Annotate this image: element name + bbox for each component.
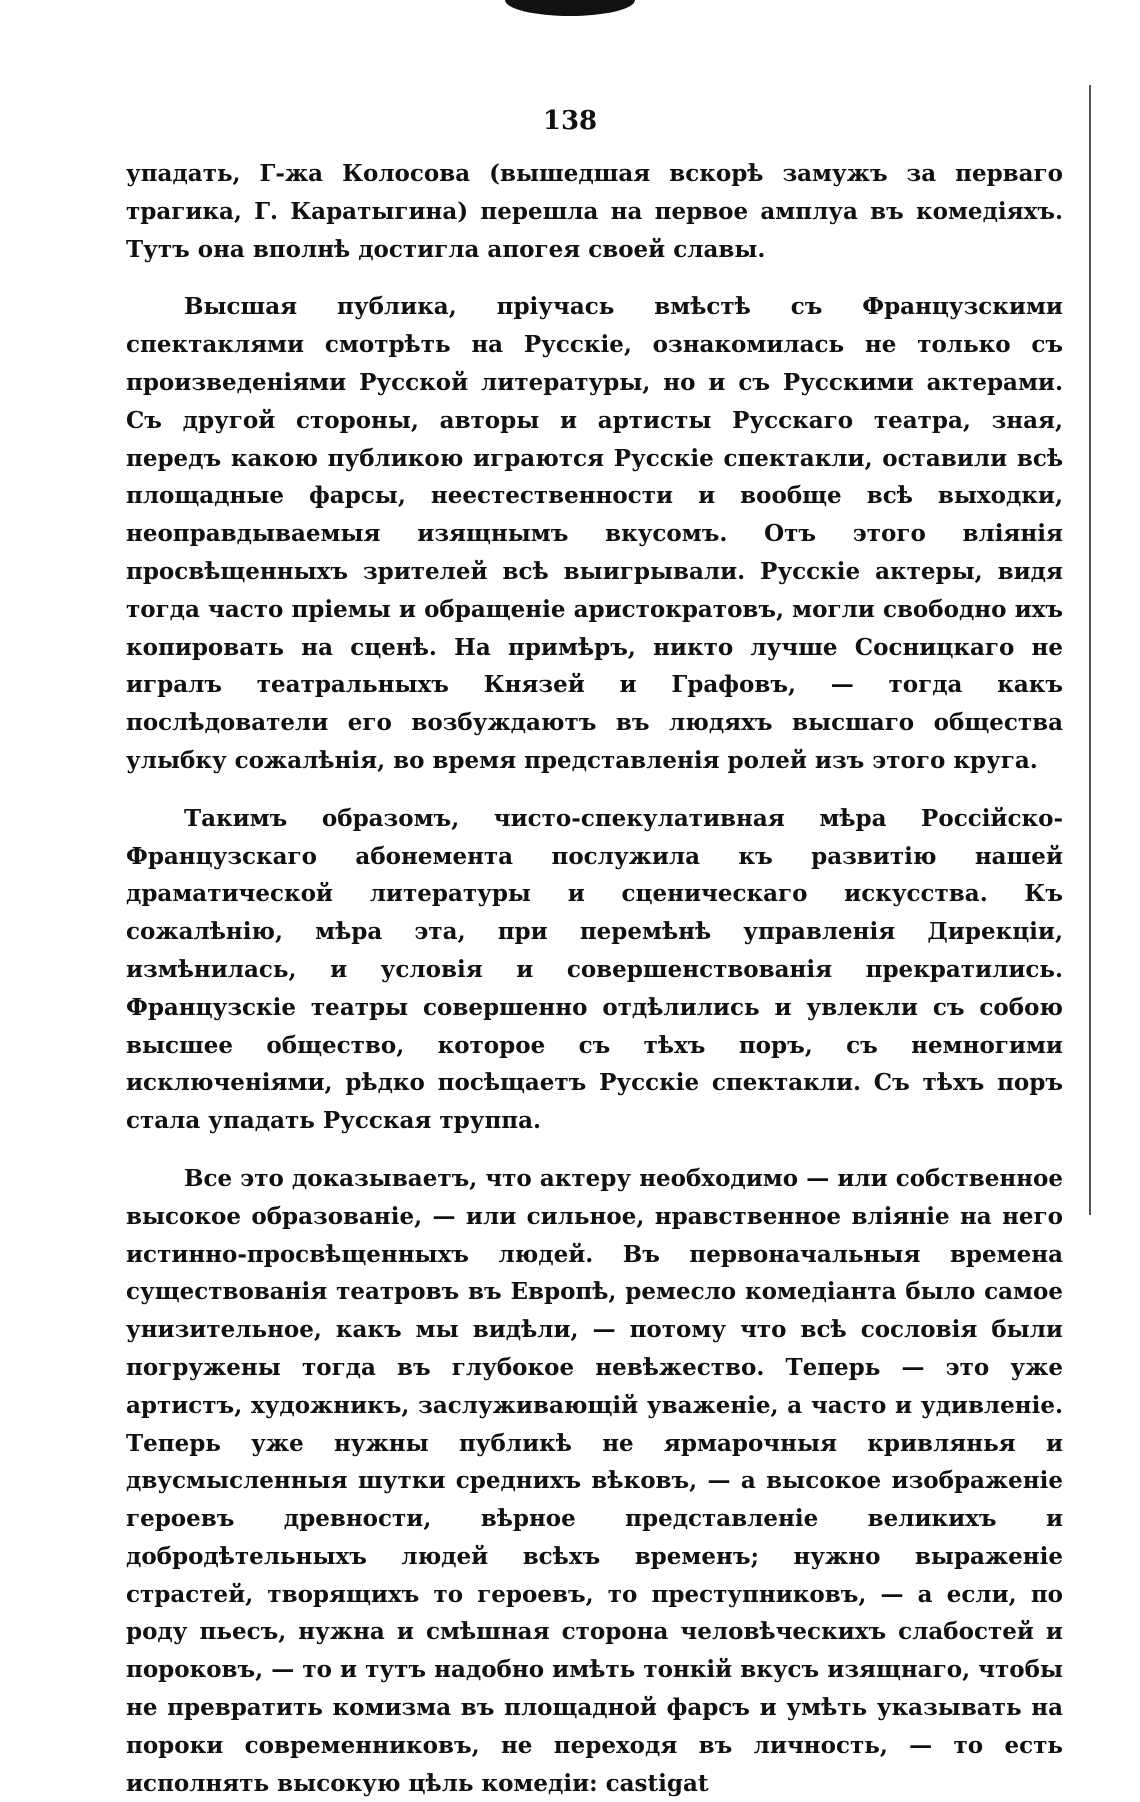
paragraph: Такимъ образомъ, чисто-спекулативная мѣра Россійско-Французскаго абонемента послужила къ развитію нашей драматической литературы и сценическаго искусства. Къ сожалѣнію, мѣра эта, при перемѣнѣ управленія Дирекціи, измѣнилась, и условія и совершенствованія прекратились. Французскіе театры совершенно отдѣлились и увлекли съ собою высшее общество, которое съ тѣхъ поръ, съ немногими исключеніями, рѣдко посѣщаетъ Русскіе спектакли. Съ тѣхъ поръ стала упадать Русская труппа.	[126, 804, 1063, 1135]
paragraph-continuation: упадать, Г-жа Колосова (вышедшая вскорѣ замужъ за перваго трагика, Г. Каратыгина) перешла на первое амплуа въ комедіяхъ. Тутъ она вполнѣ достигла апогея своей славы.	[126, 160, 1063, 263]
page-edge-line	[1089, 85, 1091, 1215]
top-cropped-ornament	[505, 0, 635, 16]
paragraph: Все это доказываетъ, что актеру необходимо — или собственное высокое образованіе, — или сильное, нравственное вліяніе на него истинно-просвѣщенныхъ людей. Въ первоначальныя времена существованія театровъ въ Европѣ, ремесло комедіанта было самое унизительное, какъ мы видѣли, — потому что всѣ сословія были погружены тогда въ глубокое невѣжество. Теперь — это уже артистъ, художникъ, заслуживающій уваженіе, а часто и удивленіе. Теперь уже нужны публикѣ не ярмарочныя кривлянья и двусмысленныя шутки среднихъ вѣковъ, — а высокое изображеніе героевъ древности, вѣрное представленіе великихъ и добродѣтельныхъ людей всѣхъ временъ; нужно выраженіе страстей, творящихъ то героевъ, то преступниковъ, — а если, по роду пьесъ, нужна и смѣшная сторона человѣческихъ слабостей и пороковъ, — то и тутъ надобно имѣть тонкій вкусъ изящнаго, чтобы не превратить комизма въ площадной фарсъ и умѣть указывать на пороки современниковъ, не переходя въ личность, — то есть исполнять высокую цѣль комедіи: castigat	[126, 1164, 1063, 1797]
page-text	[126, 155, 1063, 1802]
page-number: 138	[542, 106, 598, 136]
paragraph: Высшая публика, пріучась вмѣстѣ съ Французскими спектаклями смотрѣть на Русскіе, ознакомилась не только съ произведеніями Русской литературы, но и съ Русскими актерами. Съ другой стороны, авторы и артисты Русскаго театра, зная, передъ какою публикою играются Русскіе спектакли, оставили всѣ площадные фарсы, неестественности и вообще всѣ выходки, неоправдываемыя изящнымъ вкусомъ. Отъ этого вліянія просвѣщенныхъ зрителей всѣ выигрывали. Русскіе актеры, видя тогда часто пріемы и обращеніе аристократовъ, могли свободно ихъ копировать на сценѣ. На примѣръ, никто лучше Сосницкаго не игралъ театральныхъ Князей и Графовъ, — тогда какъ послѣдователи его возбуждаютъ въ людяхъ высшаго общества улыбку сожалѣнія, во время представленія ролей изъ этого круга.	[126, 293, 1063, 774]
